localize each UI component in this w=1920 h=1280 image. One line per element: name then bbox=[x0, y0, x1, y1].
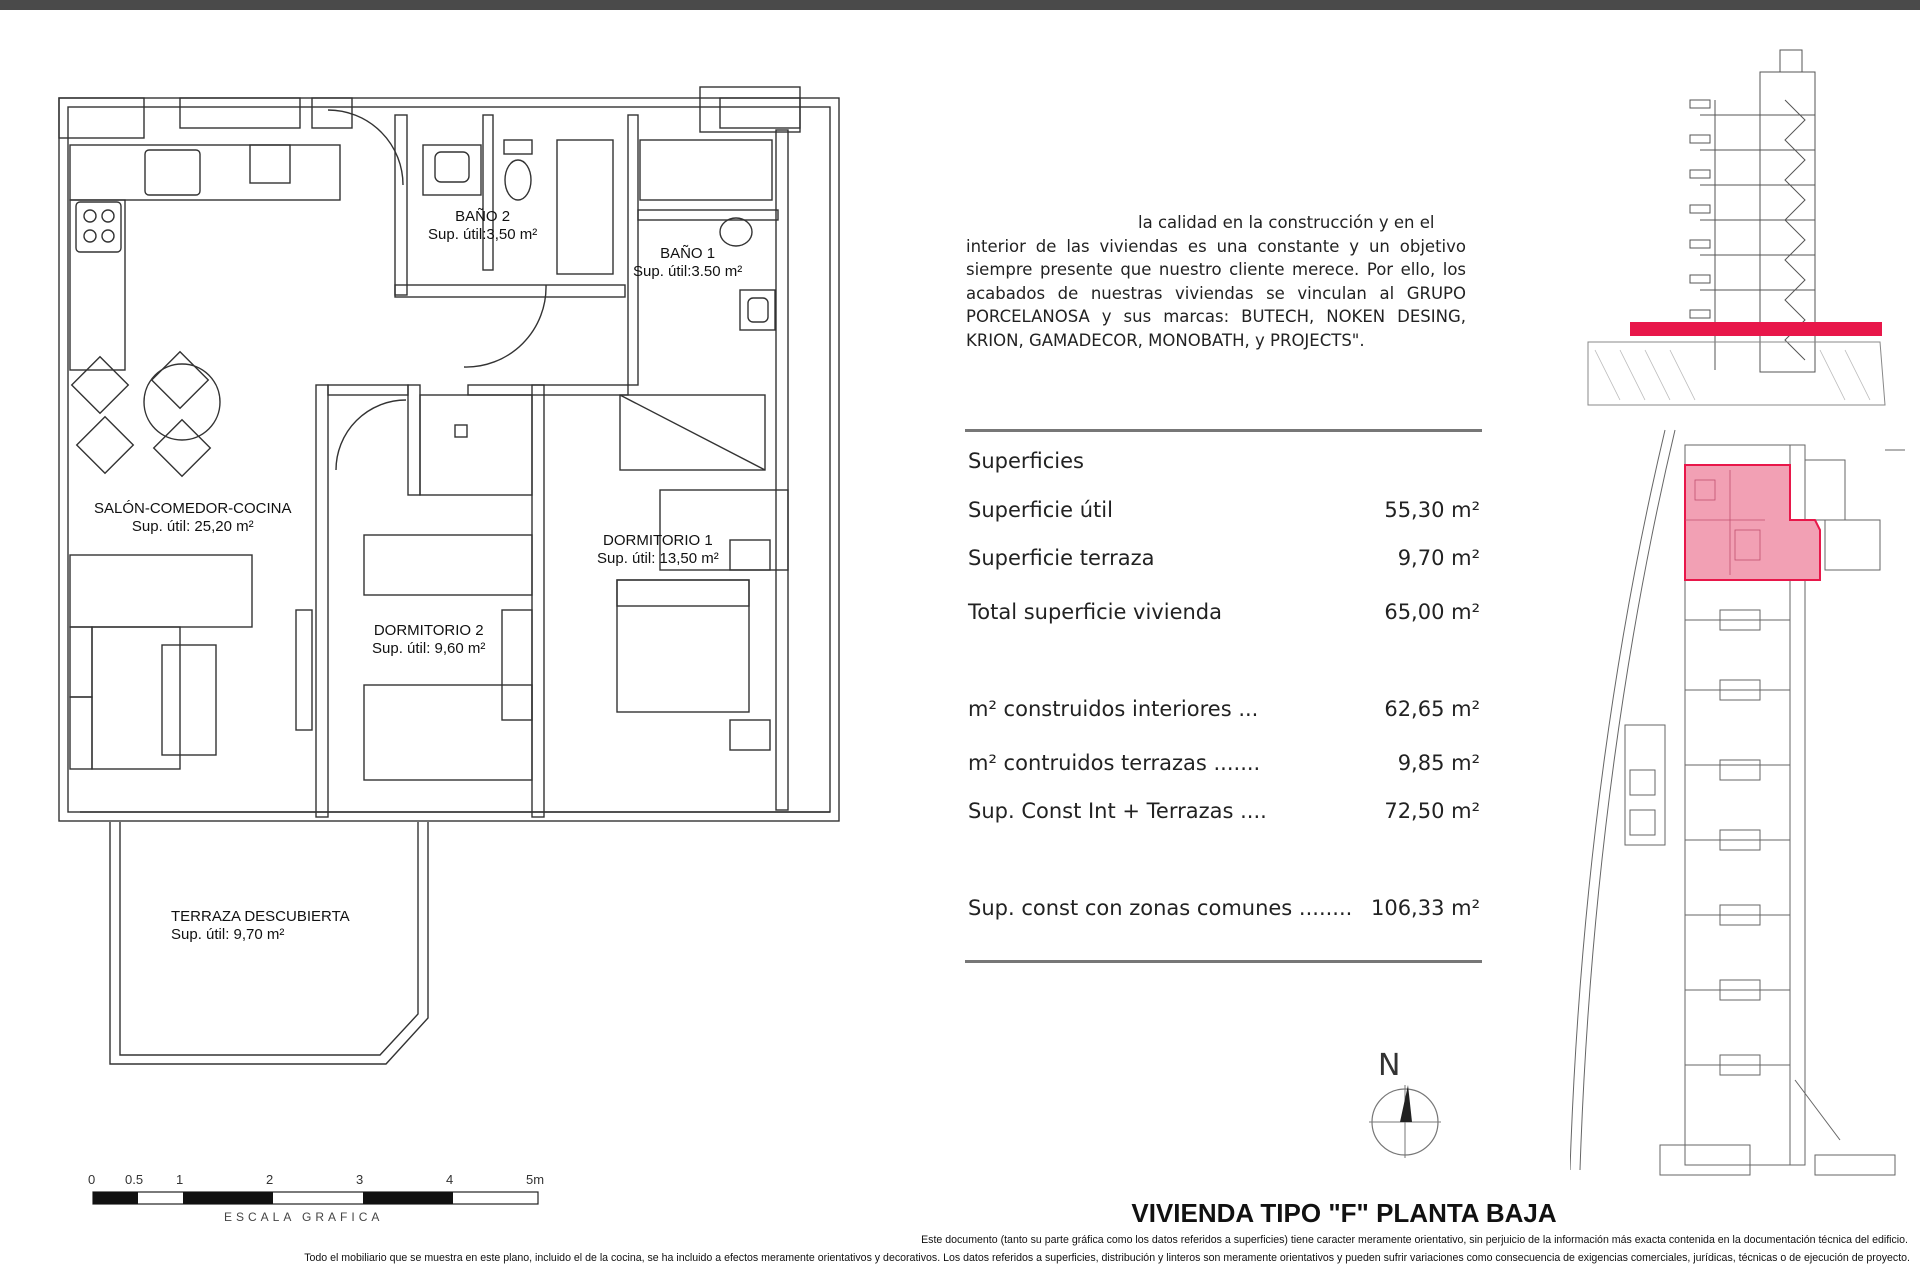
bano2-area: Sup. útil:3,50 m² bbox=[428, 226, 538, 243]
surface-row bbox=[968, 799, 1480, 823]
surface-label: Sup. Const Int + Terrazas .... bbox=[968, 799, 1267, 823]
surface-row bbox=[968, 498, 1480, 522]
surfaces-title bbox=[968, 449, 1480, 473]
scale-tick: 1 bbox=[176, 1172, 184, 1187]
dormitorio1-name: DORMITORIO 1 bbox=[603, 532, 713, 549]
surface-label: Sup. const con zonas comunes ........ bbox=[968, 896, 1353, 920]
dormitorio1-area: Sup. útil: 13,50 m² bbox=[597, 550, 719, 567]
surface-value: 55,30 m² bbox=[1384, 498, 1480, 522]
salon-label bbox=[94, 500, 292, 536]
surface-label: Total superficie vivienda bbox=[968, 600, 1223, 624]
surface-label: m² construidos interiores ... bbox=[968, 697, 1259, 721]
highlighted-floor-band bbox=[1630, 322, 1882, 336]
scale-tick: 0 bbox=[88, 1172, 96, 1187]
surface-value: 106,33 m² bbox=[1370, 896, 1480, 920]
salon-name: SALÓN-COMEDOR-COCINA bbox=[94, 500, 292, 517]
highlighted-unit bbox=[1685, 465, 1820, 580]
top-bar bbox=[0, 0, 1920, 10]
salon-area: Sup. útil: 25,20 m² bbox=[131, 518, 254, 535]
bano2-label bbox=[428, 208, 537, 244]
scale-tick: 0.5 bbox=[125, 1172, 144, 1187]
dormitorio2-name: DORMITORIO 2 bbox=[373, 622, 484, 639]
site-plan-diagram bbox=[1570, 420, 1910, 1180]
scale-tick: 3 bbox=[356, 1172, 364, 1187]
scale-tick: 4 bbox=[446, 1172, 454, 1187]
surface-value: 72,50 m² bbox=[1384, 799, 1480, 823]
surface-value: 9,85 m² bbox=[1397, 751, 1480, 775]
north-label: N bbox=[1378, 1048, 1401, 1083]
bano1-label bbox=[633, 245, 742, 281]
compass-icon bbox=[1365, 1070, 1445, 1160]
quality-text bbox=[966, 211, 1466, 352]
bano1-area: Sup. útil:3.50 m² bbox=[633, 263, 743, 280]
scale-caption: ESCALA GRAFICA bbox=[224, 1210, 384, 1224]
bano1-name: BAÑO 1 bbox=[660, 245, 716, 262]
quality-body2: Por ello, los acabados de nuestras viviendas se vinculan al GRUPO PORCELANOSA y sus marcas: BUTECH, NOKEN DESING, KRION, GAMADECOR, MONOBATH, y PROJECTS". bbox=[966, 260, 1467, 350]
surface-label: m² contruidos terrazas ....... bbox=[968, 751, 1261, 775]
surface-row bbox=[968, 751, 1480, 775]
surfaces-top-rule bbox=[965, 429, 1482, 432]
building-section-diagram bbox=[1580, 40, 1890, 410]
quality-body: interior de las viviendas es una constante y un objetivo siempre presente que nuestro cliente merece. bbox=[966, 236, 1466, 279]
disclaimer-line-2: Todo el mobiliario que se muestra en este plano, incluido el de la cocina, se ha incluido a efectos meramente orientativos y decorativos. Los datos referidos a superficies, distribución y linteros son meramente orientativos y pueden sufrir variaciones como consecuencia de exigencias comerciales, jurídicas, técnicas o de ejecución de proyecto. bbox=[304, 1252, 1910, 1264]
surface-label: Superficie útil bbox=[968, 498, 1113, 522]
surface-row bbox=[968, 546, 1480, 570]
surface-row bbox=[968, 697, 1480, 721]
bano2-name: BAÑO 2 bbox=[455, 208, 511, 225]
dormitorio2-area: Sup. útil: 9,60 m² bbox=[372, 640, 486, 657]
surface-value: 65,00 m² bbox=[1384, 600, 1480, 624]
scale-tick: 2 bbox=[266, 1172, 274, 1187]
dormitorio2-label bbox=[372, 622, 485, 658]
disclaimer-line-1: Este documento (tanto su parte gráfica como los datos referidos a superficies) tiene caracter meramente orientativo, sin perjuicio de la información más exacta contenida en la documentación técnica del edificio. bbox=[921, 1234, 1908, 1246]
dormitorio1-label bbox=[597, 532, 719, 568]
surface-label: Superficie terraza bbox=[968, 546, 1155, 570]
surfaces-bottom-rule bbox=[965, 960, 1482, 963]
terraza-name: TERRAZA DESCUBIERTA bbox=[171, 908, 350, 925]
terraza-label bbox=[171, 908, 350, 944]
scale-tick: 5m bbox=[526, 1172, 545, 1187]
surface-value: 9,70 m² bbox=[1397, 546, 1480, 570]
surface-row bbox=[968, 600, 1480, 624]
surface-value: 62,65 m² bbox=[1384, 697, 1480, 721]
page-title: VIVIENDA TIPO "F" PLANTA BAJA bbox=[1131, 1198, 1557, 1228]
surfaces-title-text: Superficies bbox=[968, 449, 1084, 473]
quality-first-line: la calidad en la construcción y en el bbox=[1138, 213, 1435, 232]
terraza-area: Sup. útil: 9,70 m² bbox=[171, 926, 285, 943]
surface-row bbox=[968, 896, 1480, 920]
